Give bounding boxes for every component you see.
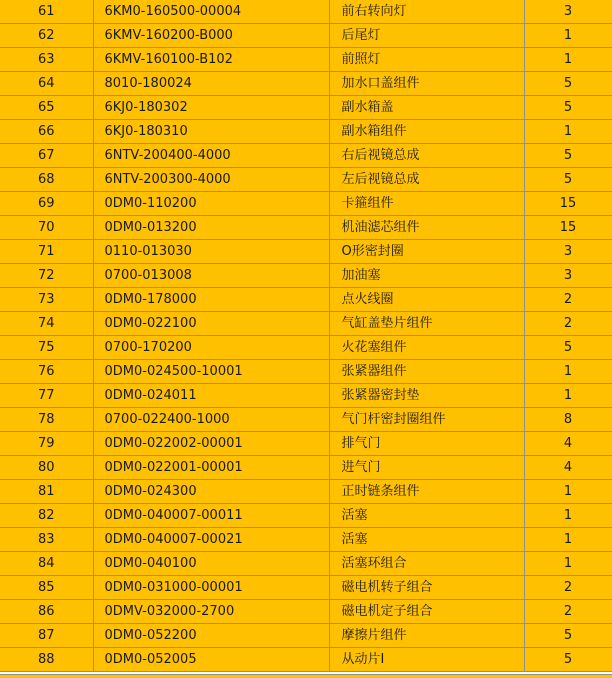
row-number-cell[interactable]: 69: [0, 192, 93, 216]
quantity-cell[interactable]: 1: [524, 504, 612, 528]
table-row[interactable]: [0, 240, 612, 264]
quantity-cell[interactable]: 3: [524, 240, 612, 264]
part-code-cell[interactable]: 0DMV-032000-2700: [93, 600, 329, 624]
part-name-cell[interactable]: 气门杆密封圈组件: [329, 408, 524, 432]
row-number-cell[interactable]: 73: [0, 288, 93, 312]
quantity-cell[interactable]: 8: [524, 408, 612, 432]
row-number-cell[interactable]: 78: [0, 408, 93, 432]
quantity-cell[interactable]: 4: [524, 432, 612, 456]
table-row[interactable]: [0, 0, 612, 24]
row-number-cell[interactable]: 72: [0, 264, 93, 288]
part-name-cell[interactable]: 活塞环组合: [329, 552, 524, 576]
part-name-cell[interactable]: 前右转向灯: [329, 0, 524, 24]
part-code-cell[interactable]: 0DM0-052200: [93, 624, 329, 648]
row-number-cell[interactable]: 83: [0, 528, 93, 552]
table-row[interactable]: [0, 408, 612, 432]
part-name-cell[interactable]: 加油塞: [329, 264, 524, 288]
part-code-cell[interactable]: 0110-013030: [93, 240, 329, 264]
part-name-cell[interactable]: 气缸盖垫片组件: [329, 312, 524, 336]
row-number-cell[interactable]: 64: [0, 72, 93, 96]
table-row[interactable]: [0, 384, 612, 408]
part-name-cell[interactable]: 张紧器组件: [329, 360, 524, 384]
part-name-cell[interactable]: 右后视镜总成: [329, 144, 524, 168]
table-row[interactable]: [0, 360, 612, 384]
part-name-cell[interactable]: 进气门: [329, 456, 524, 480]
part-name-cell[interactable]: 活塞: [329, 504, 524, 528]
table-row[interactable]: [0, 600, 612, 624]
part-code-cell[interactable]: 0DM0-022100: [93, 312, 329, 336]
quantity-cell[interactable]: 3: [524, 264, 612, 288]
table-row[interactable]: [0, 120, 612, 144]
quantity-cell[interactable]: 5: [524, 624, 612, 648]
part-name-cell[interactable]: 摩擦片组件: [329, 624, 524, 648]
row-number-cell[interactable]: 75: [0, 336, 93, 360]
part-code-cell[interactable]: 0DM0-031000-00001: [93, 576, 329, 600]
part-name-cell[interactable]: 从动片Ⅰ: [329, 648, 524, 672]
part-code-cell[interactable]: 0DM0-052005: [93, 648, 329, 672]
part-code-cell[interactable]: 6KM0-160500-00004: [93, 0, 329, 24]
row-number-cell[interactable]: 80: [0, 456, 93, 480]
quantity-cell[interactable]: 5: [524, 168, 612, 192]
part-name-cell[interactable]: 加水口盖组件: [329, 72, 524, 96]
row-number-cell[interactable]: 76: [0, 360, 93, 384]
part-name-cell[interactable]: 排气门: [329, 432, 524, 456]
row-number-cell[interactable]: 61: [0, 0, 93, 24]
quantity-cell[interactable]: 5: [524, 144, 612, 168]
part-code-cell[interactable]: 0DM0-110200: [93, 192, 329, 216]
row-number-cell[interactable]: 67: [0, 144, 93, 168]
quantity-cell[interactable]: 2: [524, 600, 612, 624]
table-row[interactable]: [0, 96, 612, 120]
row-number-cell[interactable]: 66: [0, 120, 93, 144]
part-code-cell[interactable]: 0DM0-013200: [93, 216, 329, 240]
quantity-cell[interactable]: 1: [524, 552, 612, 576]
part-code-cell[interactable]: 0DM0-024011: [93, 384, 329, 408]
part-code-cell[interactable]: 0DM0-024300: [93, 480, 329, 504]
part-code-cell[interactable]: 0DM0-022002-00001: [93, 432, 329, 456]
part-name-cell[interactable]: 副水箱组件: [329, 120, 524, 144]
table-row[interactable]: [0, 144, 612, 168]
row-number-cell[interactable]: 84: [0, 552, 93, 576]
row-number-cell[interactable]: 82: [0, 504, 93, 528]
table-row[interactable]: [0, 504, 612, 528]
part-name-cell[interactable]: 点火线圈: [329, 288, 524, 312]
part-code-cell[interactable]: 6KMV-160100-B102: [93, 48, 329, 72]
row-number-cell[interactable]: 70: [0, 216, 93, 240]
row-number-cell[interactable]: 62: [0, 24, 93, 48]
table-row[interactable]: [0, 336, 612, 360]
quantity-cell[interactable]: 1: [524, 24, 612, 48]
table-row[interactable]: [0, 624, 612, 648]
part-code-cell[interactable]: 6NTV-200400-4000: [93, 144, 329, 168]
part-code-cell[interactable]: 6KJ0-180302: [93, 96, 329, 120]
table-row[interactable]: [0, 216, 612, 240]
table-row[interactable]: [0, 480, 612, 504]
part-code-cell[interactable]: 0DM0-022001-00001: [93, 456, 329, 480]
table-row[interactable]: [0, 168, 612, 192]
quantity-cell[interactable]: 2: [524, 576, 612, 600]
part-name-cell[interactable]: 卡箍组件: [329, 192, 524, 216]
part-code-cell[interactable]: 0700-013008: [93, 264, 329, 288]
part-name-cell[interactable]: 机油滤芯组件: [329, 216, 524, 240]
table-row[interactable]: [0, 48, 612, 72]
row-number-cell[interactable]: 85: [0, 576, 93, 600]
table-row[interactable]: [0, 312, 612, 336]
part-code-cell[interactable]: 6KMV-160200-B000: [93, 24, 329, 48]
part-code-cell[interactable]: 0DM0-178000: [93, 288, 329, 312]
part-name-cell[interactable]: 前照灯: [329, 48, 524, 72]
table-row[interactable]: [0, 192, 612, 216]
next-row-edge: [0, 674, 612, 678]
quantity-cell[interactable]: 1: [524, 480, 612, 504]
part-name-cell[interactable]: O形密封圈: [329, 240, 524, 264]
part-code-cell[interactable]: 8010-180024: [93, 72, 329, 96]
quantity-cell[interactable]: 15: [524, 192, 612, 216]
part-code-cell[interactable]: 0700-170200: [93, 336, 329, 360]
quantity-cell[interactable]: 3: [524, 0, 612, 24]
row-number-cell[interactable]: 77: [0, 384, 93, 408]
quantity-cell[interactable]: 1: [524, 384, 612, 408]
part-name-cell[interactable]: 磁电机转子组合: [329, 576, 524, 600]
quantity-cell[interactable]: 2: [524, 312, 612, 336]
quantity-cell[interactable]: 15: [524, 216, 612, 240]
part-code-cell[interactable]: 6NTV-200300-4000: [93, 168, 329, 192]
row-number-cell[interactable]: 86: [0, 600, 93, 624]
table-row[interactable]: [0, 648, 612, 672]
table-row[interactable]: [0, 264, 612, 288]
part-code-cell[interactable]: 0DM0-040007-00021: [93, 528, 329, 552]
table-row[interactable]: [0, 576, 612, 600]
row-number-cell[interactable]: 65: [0, 96, 93, 120]
row-number-cell[interactable]: 68: [0, 168, 93, 192]
part-name-cell[interactable]: 左后视镜总成: [329, 168, 524, 192]
quantity-cell[interactable]: 5: [524, 72, 612, 96]
table-row[interactable]: [0, 456, 612, 480]
part-name-cell[interactable]: 张紧器密封垫: [329, 384, 524, 408]
part-name-cell[interactable]: 火花塞组件: [329, 336, 524, 360]
row-number-cell[interactable]: 87: [0, 624, 93, 648]
row-number-cell[interactable]: 63: [0, 48, 93, 72]
quantity-cell[interactable]: 4: [524, 456, 612, 480]
part-code-cell[interactable]: 0DM0-024500-10001: [93, 360, 329, 384]
part-name-cell[interactable]: 正时链条组件: [329, 480, 524, 504]
row-number-cell[interactable]: 79: [0, 432, 93, 456]
part-code-cell[interactable]: 0DM0-040100: [93, 552, 329, 576]
part-name-cell[interactable]: 副水箱盖: [329, 96, 524, 120]
table-row[interactable]: [0, 432, 612, 456]
quantity-cell[interactable]: 1: [524, 120, 612, 144]
row-number-cell[interactable]: 81: [0, 480, 93, 504]
part-name-cell[interactable]: 活塞: [329, 528, 524, 552]
row-number-cell[interactable]: 74: [0, 312, 93, 336]
table-row[interactable]: [0, 72, 612, 96]
row-number-cell[interactable]: 71: [0, 240, 93, 264]
quantity-cell[interactable]: 1: [524, 528, 612, 552]
part-name-cell[interactable]: 后尾灯: [329, 24, 524, 48]
part-code-cell[interactable]: 0700-022400-1000: [93, 408, 329, 432]
part-name-cell[interactable]: 磁电机定子组合: [329, 600, 524, 624]
part-code-cell[interactable]: 0DM0-040007-00011: [93, 504, 329, 528]
quantity-cell[interactable]: 5: [524, 648, 612, 672]
table-row[interactable]: [0, 288, 612, 312]
quantity-cell[interactable]: 5: [524, 96, 612, 120]
quantity-cell[interactable]: 5: [524, 336, 612, 360]
table-row[interactable]: [0, 24, 612, 48]
table-row[interactable]: [0, 528, 612, 552]
table-row[interactable]: [0, 552, 612, 576]
quantity-cell[interactable]: 1: [524, 48, 612, 72]
quantity-cell[interactable]: 2: [524, 288, 612, 312]
row-number-cell[interactable]: 88: [0, 648, 93, 672]
quantity-cell[interactable]: 1: [524, 360, 612, 384]
part-code-cell[interactable]: 6KJ0-180310: [93, 120, 329, 144]
